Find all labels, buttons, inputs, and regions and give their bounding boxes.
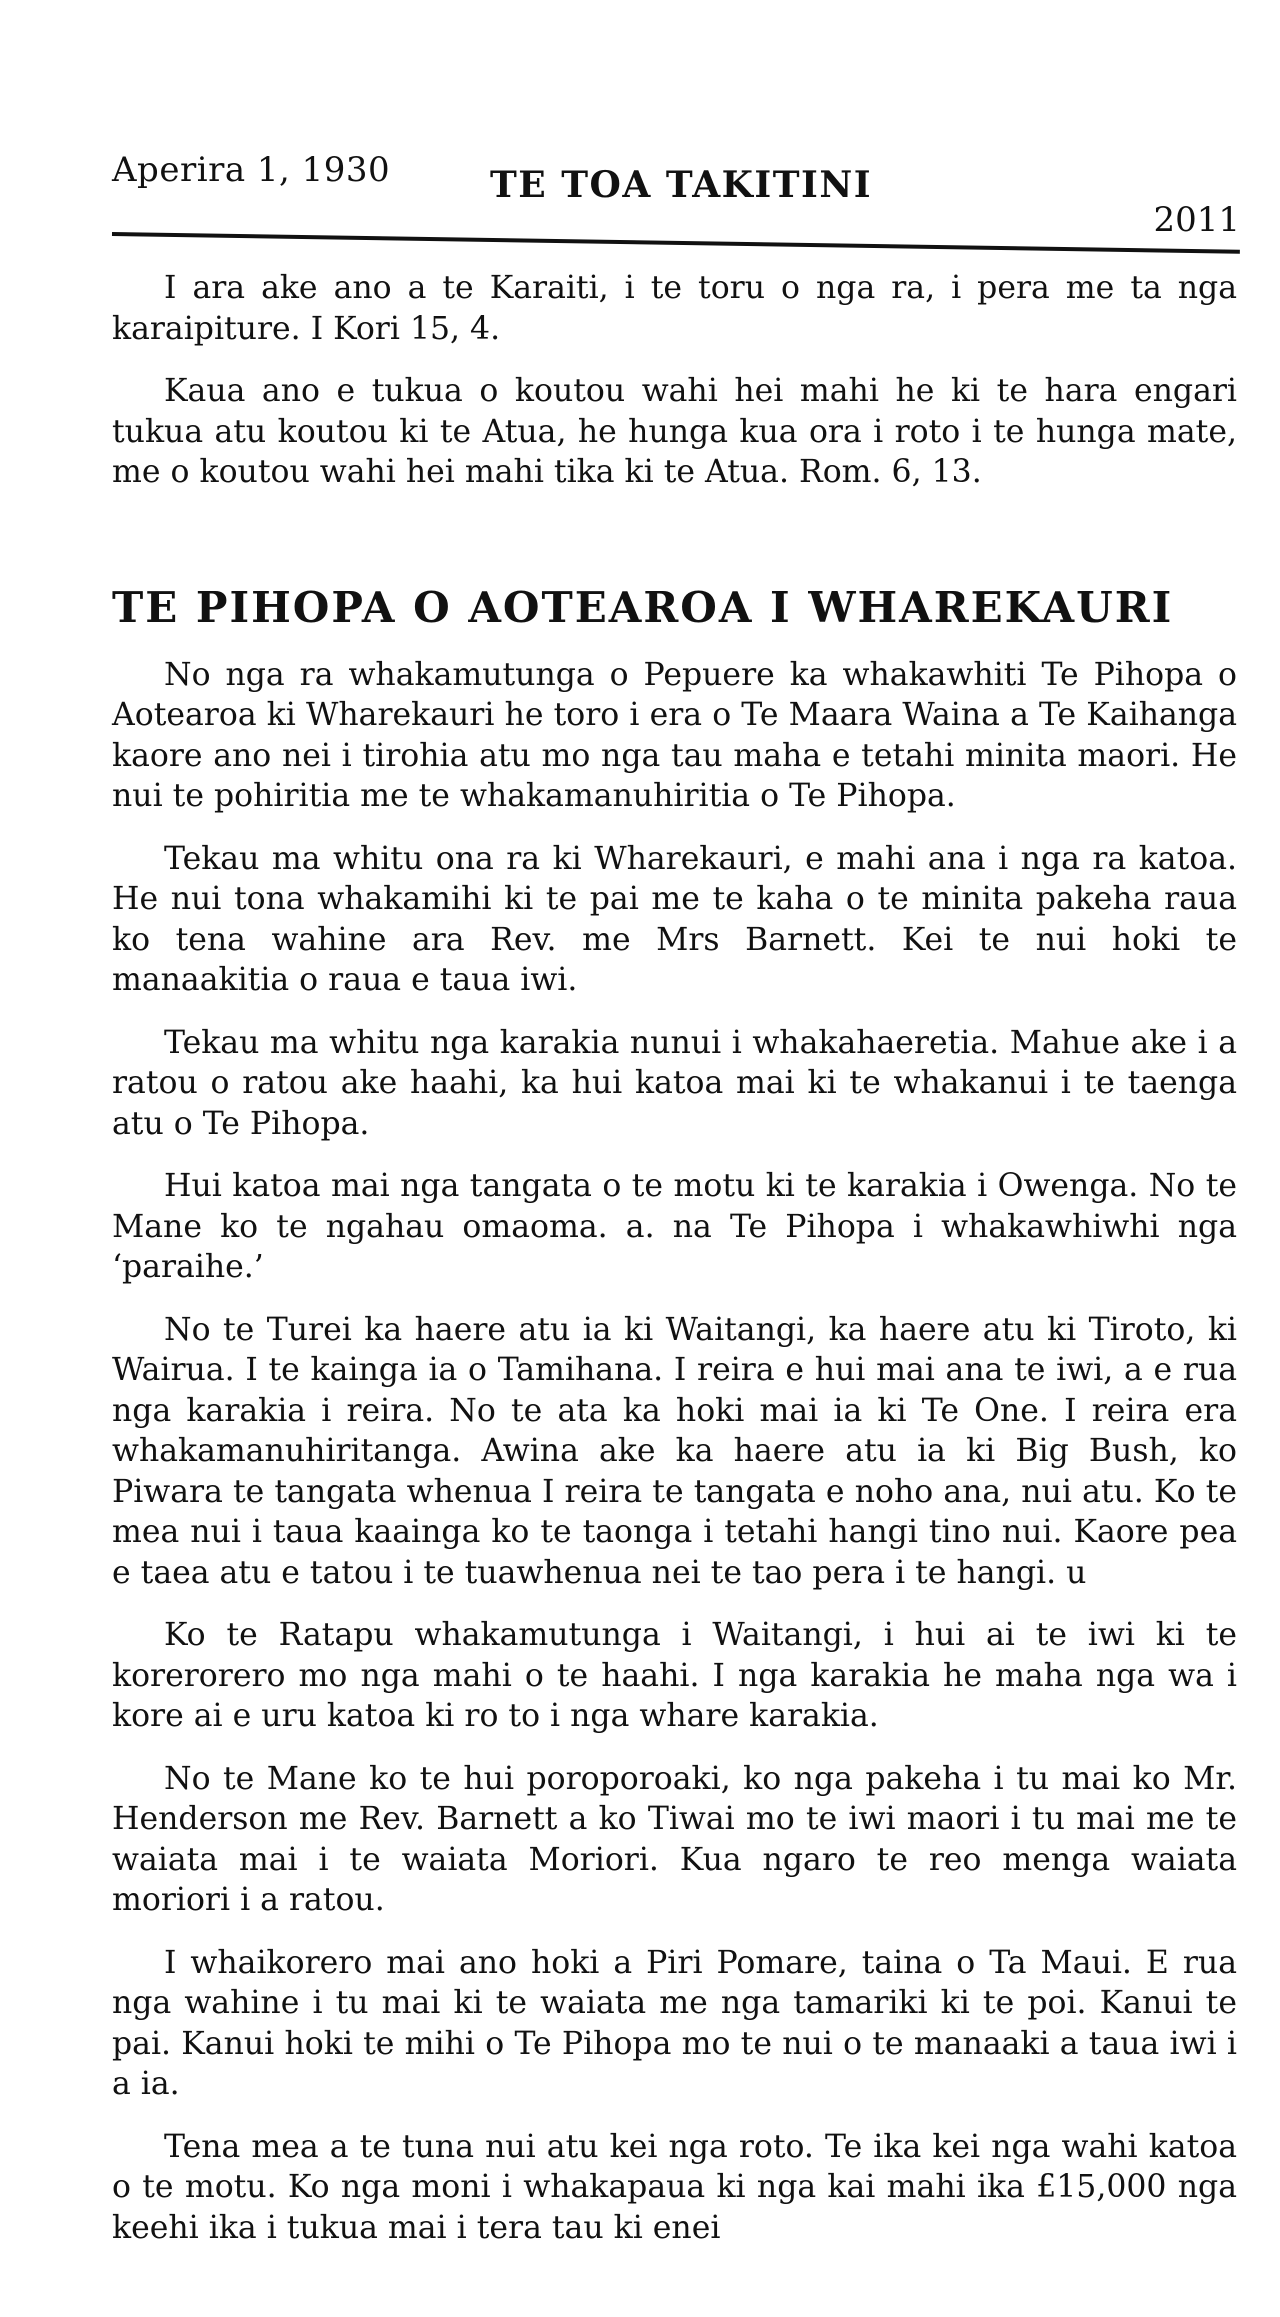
article-paragraph: Tena mea a te tuna nui atu kei nga roto. Te ika kei nga wahi katoa o te motu. Ko nga moni i whakapaua ki nga kai mahi ika £15,000 nga keehi ika i tukua mai i tera tau ki enei bbox=[112, 2128, 1237, 2246]
article-paragraph: I whaikorero mai ano hoki a Piri Pomare, taina o Ta Maui. E rua nga wahine i tu mai ki te waiata me nga tamariki ki te poi. Kanui te pai. Kanui hoki te mihi o Te Pihopa mo te nui o te manaaki a taua iwi i a ia. bbox=[112, 1944, 1237, 2102]
scripture-quote-1: I ara ake ano a te Karaiti, i te toru o nga ra, i pera me ta nga karaipiture. I Kori 15, 4. bbox=[112, 270, 1237, 347]
running-header bbox=[112, 150, 1240, 240]
article-paragraph: No nga ra whakamutunga o Pepuere ka whakawhiti Te Pihopa o Aotearoa ki Wharekauri he toro i era o Te Maara Waina a Te Kaihanga kaore ano nei i tirohia atu mo nga tau maha e tetahi minita maori. He nui te pohiritia me te whakamanuhiritia o Te Pihopa. bbox=[112, 656, 1237, 814]
publication-title: TE TOA TAKITINI bbox=[490, 164, 873, 206]
issue-date: Aperira 1, 1930 bbox=[112, 150, 391, 190]
article-paragraph: No te Turei ka haere atu ia ki Waitangi, ka haere atu ki Tiroto, ki Wairua. I te kainga ia o Tamihana. I reira e hui mai ana te iwi, a e rua nga karakia i reira. No te ata ka hoki mai ia ki Te One. I reira era whakamanuhiritanga. Awina ake ka haere atu ia ki Big Bush, ko Piwara te tangata whenua I reira te tangata e noho ana, nui atu. Ko te mea nui i taua kaainga ko te taonga i tetahi hangi tino nui. Kaore pea e taea atu e tatou i te tuawhenua nei te tao pera i te hangi. u bbox=[112, 1311, 1237, 1591]
article-paragraph: Ko te Ratapu whakamutunga i Waitangi, i hui ai te iwi ki te korerorero mo nga mahi o te haahi. I nga karakia he maha nga wa i kore ai e uru katoa ki ro to i nga whare karakia. bbox=[112, 1617, 1237, 1734]
article-paragraph: Tekau ma whitu ona ra ki Wharekauri, e mahi ana i nga ra katoa. He nui tona whakamihi ki te pai me te kaha o te minita pakeha raua ko tena wahine ara Rev. me Mrs Barnett. Kei te nui hoki te manaakitia o raua e taua iwi. bbox=[112, 840, 1237, 998]
article-paragraph: No te Mane ko te hui poroporoaki, ko nga pakeha i tu mai ko Mr. Henderson me Rev. Barnett a ko Tiwai mo te iwi maori i tu mai me te waiata mai i te waiata Moriori. Kua ngaro te reo menga waiata moriori i a ratou. bbox=[112, 1760, 1237, 1918]
article-paragraph: Hui katoa mai nga tangata o te motu ki te karakia i Owenga. No te Mane ko te ngahau omaoma. a. na Te Pihopa i whakawhiwhi nga ‘paraihe.’ bbox=[112, 1168, 1237, 1285]
header-rule bbox=[112, 232, 1240, 254]
page-number: 2011 bbox=[1153, 200, 1240, 240]
article-heading: TE PIHOPA O AOTEAROA I WHAREKAURI bbox=[112, 582, 1174, 632]
scripture-quote-2: Kaua ano e tukua o koutou wahi hei mahi he ki te hara engari tukua atu koutou ki te Atua, he hunga kua ora i roto i te hunga mate, me o koutou wahi hei mahi tika ki te Atua. Rom. 6, 13. bbox=[112, 373, 1237, 490]
article-paragraph: Tekau ma whitu nga karakia nunui i whakahaeretia. Mahue ake i a ratou o ratou ake haahi, ka hui katoa mai ki te whakanui i te taenga atu o Te Pihopa. bbox=[112, 1024, 1237, 1142]
body-text bbox=[112, 268, 1237, 2270]
